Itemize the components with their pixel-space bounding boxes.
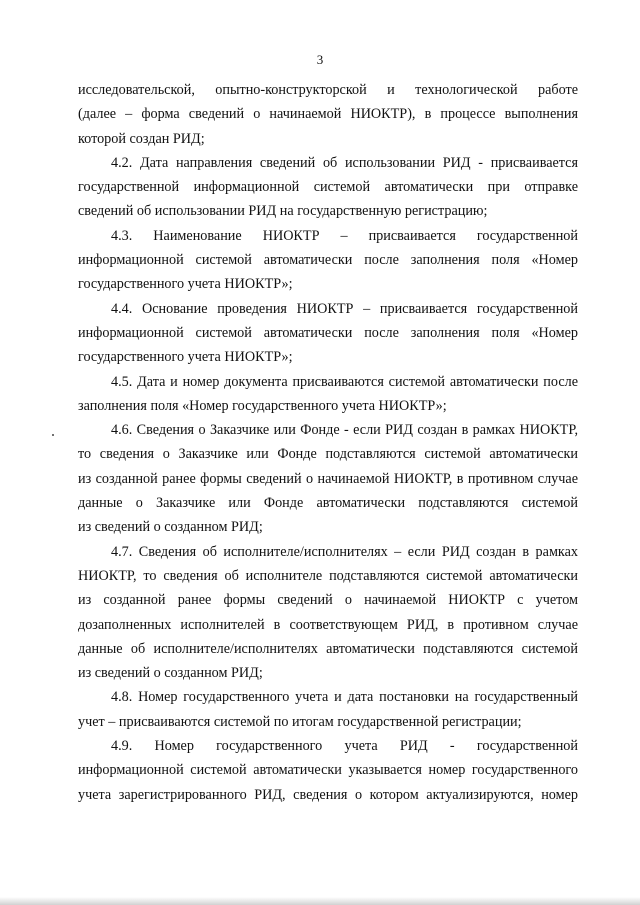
document-body [78,78,578,807]
text-line: сведений об использовании РИД на государственную регистрацию; [78,203,488,220]
text-line: 4.4. Основание проведения НИОКТР – присваивается государственной [111,300,578,317]
text-line: 4.8. Номер государственного учета и дата постановки на государственный [111,689,578,706]
text-line: государственной информационной системой автоматически при отправке [78,179,578,196]
text-line: данные об исполнителе/исполнителях автоматически подставляются системой [78,640,578,657]
text-line: из созданной ранее формы сведений о начинаемой НИОКТР с учетом [78,592,578,609]
text-line: информационной системой автоматически после заполнения поля «Номер [78,324,578,341]
text-line: 4.7. Сведения об исполнителе/исполнителях – если РИД создан в рамках [111,543,578,560]
text-line: (далее – форма сведений о начинаемой НИОКТР), в процессе выполнения [78,106,578,123]
scan-bottom-edge [0,897,640,905]
text-line: государственного учета НИОКТР»; [78,276,293,293]
text-line: учет – присваиваются системой по итогам государственной регистрации; [78,713,522,730]
margin-dot [52,434,54,436]
text-line: из созданной ранее формы сведений о начинаемой НИОКТР, в противном случае [78,470,578,487]
text-line: НИОКТР, то сведения об исполнителе подставляются системой автоматически [78,567,578,584]
text-line: 4.3. Наименование НИОКТР – присваивается государственной [111,227,578,244]
text-line: учета зарегистрированного РИД, сведения о котором актуализируются, номер [78,786,578,803]
text-line: 4.5. Дата и номер документа присваиваются системой автоматически после [111,373,578,390]
text-line: 4.6. Сведения о Заказчике или Фонде - если РИД создан в рамках НИОКТР, [111,422,578,439]
text-line: информационной системой автоматически указывается номер государственного [78,762,578,779]
text-line: государственного учета НИОКТР»; [78,349,293,366]
text-line: из сведений о созданном РИД; [78,665,263,682]
text-line: то сведения о Заказчике или Фонде подставляются системой автоматически [78,446,578,463]
text-line: информационной системой автоматически после заполнения поля «Номер [78,252,578,269]
text-line: заполнения поля «Номер государственного учета НИОКТР»; [78,397,447,414]
text-line: данные о Заказчике или Фонде автоматически подставляются системой [78,495,578,512]
text-line: дозаполненных исполнителей в соответствующем РИД, в противном случае [78,616,578,633]
text-line: из сведений о созданном РИД; [78,519,263,536]
text-line: 4.2. Дата направления сведений об использовании РИД - присваивается [111,154,578,171]
page-number: 3 [316,52,324,67]
text-line: исследовательской, опытно-конструкторской и технологической работе [78,82,578,98]
text-line: которой создан РИД; [78,130,205,147]
text-line: 4.9. Номер государственного учета РИД - государственной [111,738,578,755]
